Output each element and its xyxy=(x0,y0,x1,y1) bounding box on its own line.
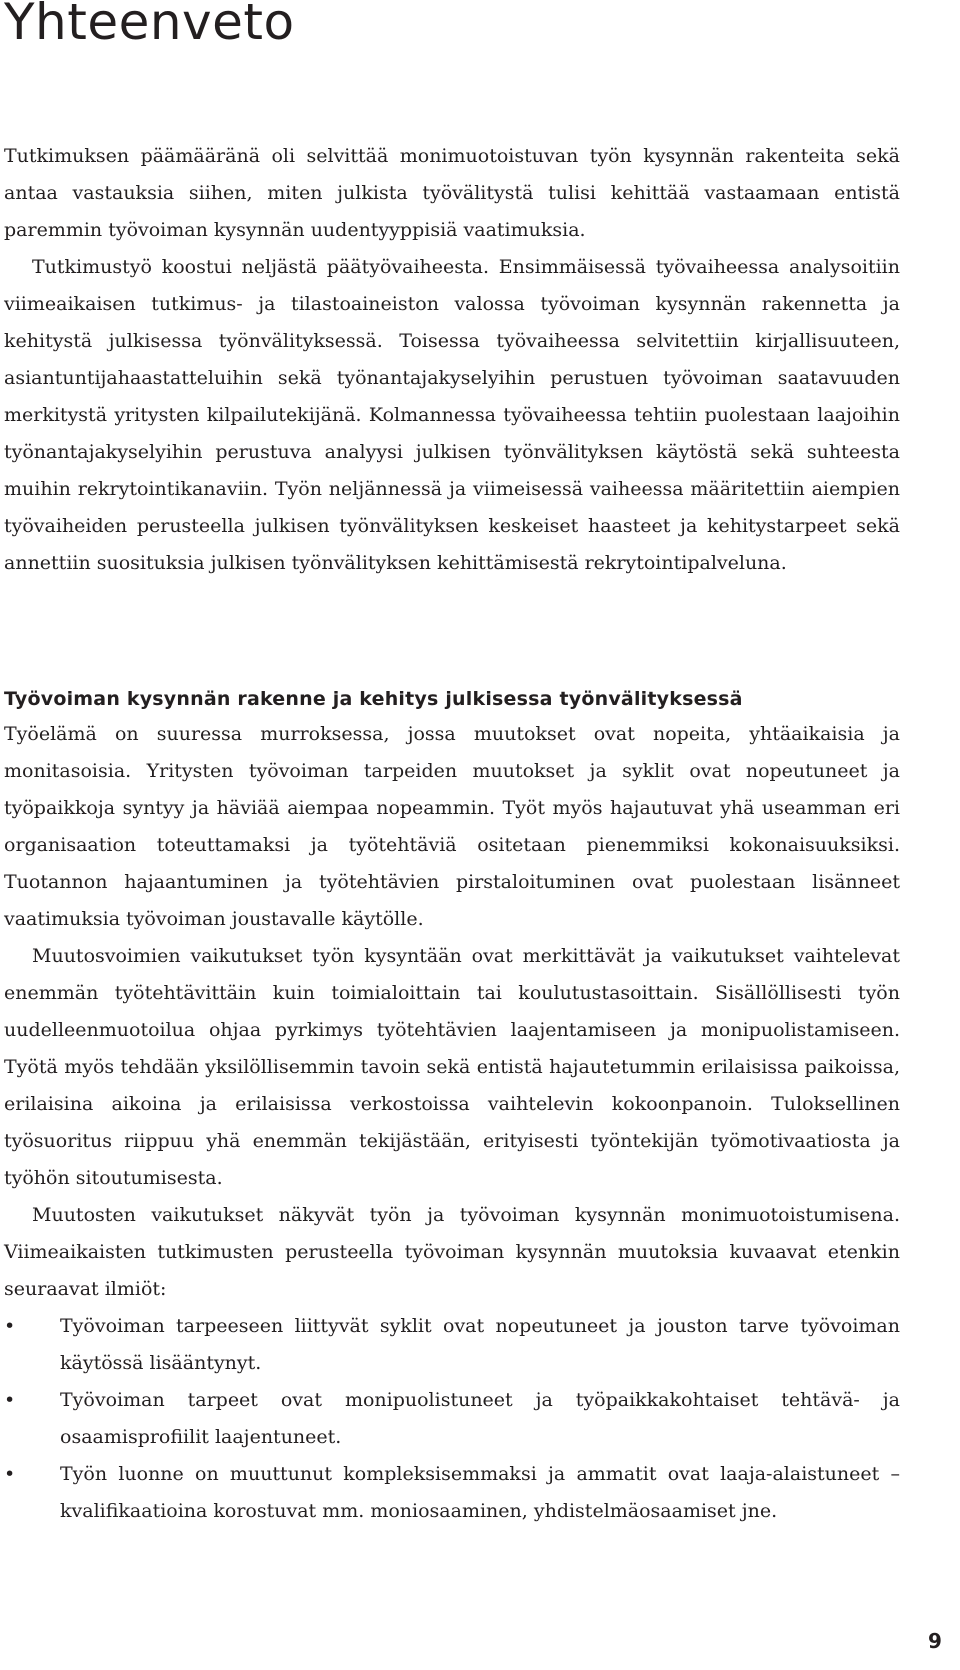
section-paragraph: Muutosvoimien vaikutukset työn kysyntään ovat merkittävät ja vaikutukset vaihtelevat enemmän työtehtävittäin kuin toimialoittain tai koulutustasoittain. Sisällöllisesti työn uudelleenmuotoilua ohjaa pyrkimys työtehtävien laajentamiseen ja monipuolistamiseen. Työtä myös tehdään yksilöllisemmin tavoin sekä entistä hajautetummin erilaisissa paikoissa, erilaisina aikoina ja erilaisissa verkostoissa vaihtelevin kokoonpanoin. Tuloksellinen työsuoritus riippuu yhä enemmän tekijästään, erityisesti työntekijän työmotivaatiosta ja työhön sitoutumisesta. xyxy=(4,945,900,1189)
intro-paragraph: Tutkimustyö koostui neljästä päätyövaiheesta. Ensimmäisessä työvaiheessa analysoitiin viimeaikaisen tutkimus- ja tilastoaineiston valossa työvoiman kysynnän rakennetta ja kehitystä julkisessa työnvälityksessä. Toisessa työvaiheessa selvitettiin kirjallisuuteen, asiantuntijahaastatteluihin sekä työnantajakyselyihin perustuen työvoiman saatavuuden merkitystä yritysten kilpailutekijänä. Kolmannessa työvaiheessa tehtiin puolestaan laajoihin työnantajakyselyihin perustuva analyysi julkisen työnvälityksen käytöstä sekä suhteesta muihin rekrytointikanaviin. Työn neljännessä ja viimeisessä vaiheessa määritettiin aiempien työvaiheiden perusteella julkisen työnvälityksen keskeiset haasteet ja kehitystarpeet sekä annettiin suosituksia julkisen työnvälityksen kehittämisestä rekrytointipalveluna. xyxy=(4,256,900,574)
intro-paragraph: Tutkimuksen päämääränä oli selvittää monimuotoistuvan työn kysynnän rakenteita sekä antaa vastauksia siihen, miten julkista työvälitystä tulisi kehittää vastaamaan entistä paremmin työvoiman kysynnän uudentyyppisiä vaatimuksia. xyxy=(4,145,900,241)
intro-section xyxy=(4,138,900,582)
page-number: 9 xyxy=(928,1629,942,1653)
list-item xyxy=(4,1308,900,1382)
list-item-text: Työvoiman tarpeet ovat monipuolistuneet ja työpaikkakohtaiset tehtävä- ja osaamisprofiilit laajentuneet. xyxy=(60,1389,900,1448)
section-paragraph: Työelämä on suuressa murroksessa, jossa muutokset ovat nopeita, yhtäaikaisia ja monitasoisia. Yritysten työvoiman tarpeiden muutokset ja syklit ovat nopeutuneet ja työpaikkoja syntyy ja häviää aiempaa nopeammin. Työt myös hajautuvat yhä useamman eri organisaation toteuttamaksi ja työtehtäviä ositetaan pienemmiksi kokonaisuuksiksi. Tuotannon hajaantuminen ja työtehtävien pirstaloituminen ovat puolestaan lisänneet vaatimuksia työvoiman joustavalle käytölle. xyxy=(4,723,900,930)
section-heading: Työvoiman kysynnän rakenne ja kehitys julkisessa työnvälityksessä xyxy=(4,688,743,710)
bullet-icon: • xyxy=(4,1389,16,1411)
bullet-icon: • xyxy=(4,1463,16,1485)
page-title: Yhteenveto xyxy=(4,0,295,51)
section-body xyxy=(4,716,900,1530)
list-item-text: Työvoiman tarpeeseen liittyvät syklit ovat nopeutuneet ja jouston tarve työvoiman käytössä lisääntynyt. xyxy=(60,1315,900,1374)
list-item xyxy=(4,1382,900,1456)
section-paragraph: Muutosten vaikutukset näkyvät työn ja työvoiman kysynnän monimuotoistumisena. Viimeaikaisten tutkimusten perusteella työvoiman kysynnän muutoksia kuvaavat etenkin seuraavat ilmiöt: xyxy=(4,1204,900,1300)
bullet-list xyxy=(4,1308,900,1530)
list-item xyxy=(4,1456,900,1530)
bullet-icon: • xyxy=(4,1315,16,1337)
list-item-text: Työn luonne on muuttunut kompleksisemmaksi ja ammatit ovat laaja-alaistuneet – kvalifikaatioina korostuvat mm. moniosaaminen, yhdistelmäosaamiset jne. xyxy=(60,1463,900,1522)
